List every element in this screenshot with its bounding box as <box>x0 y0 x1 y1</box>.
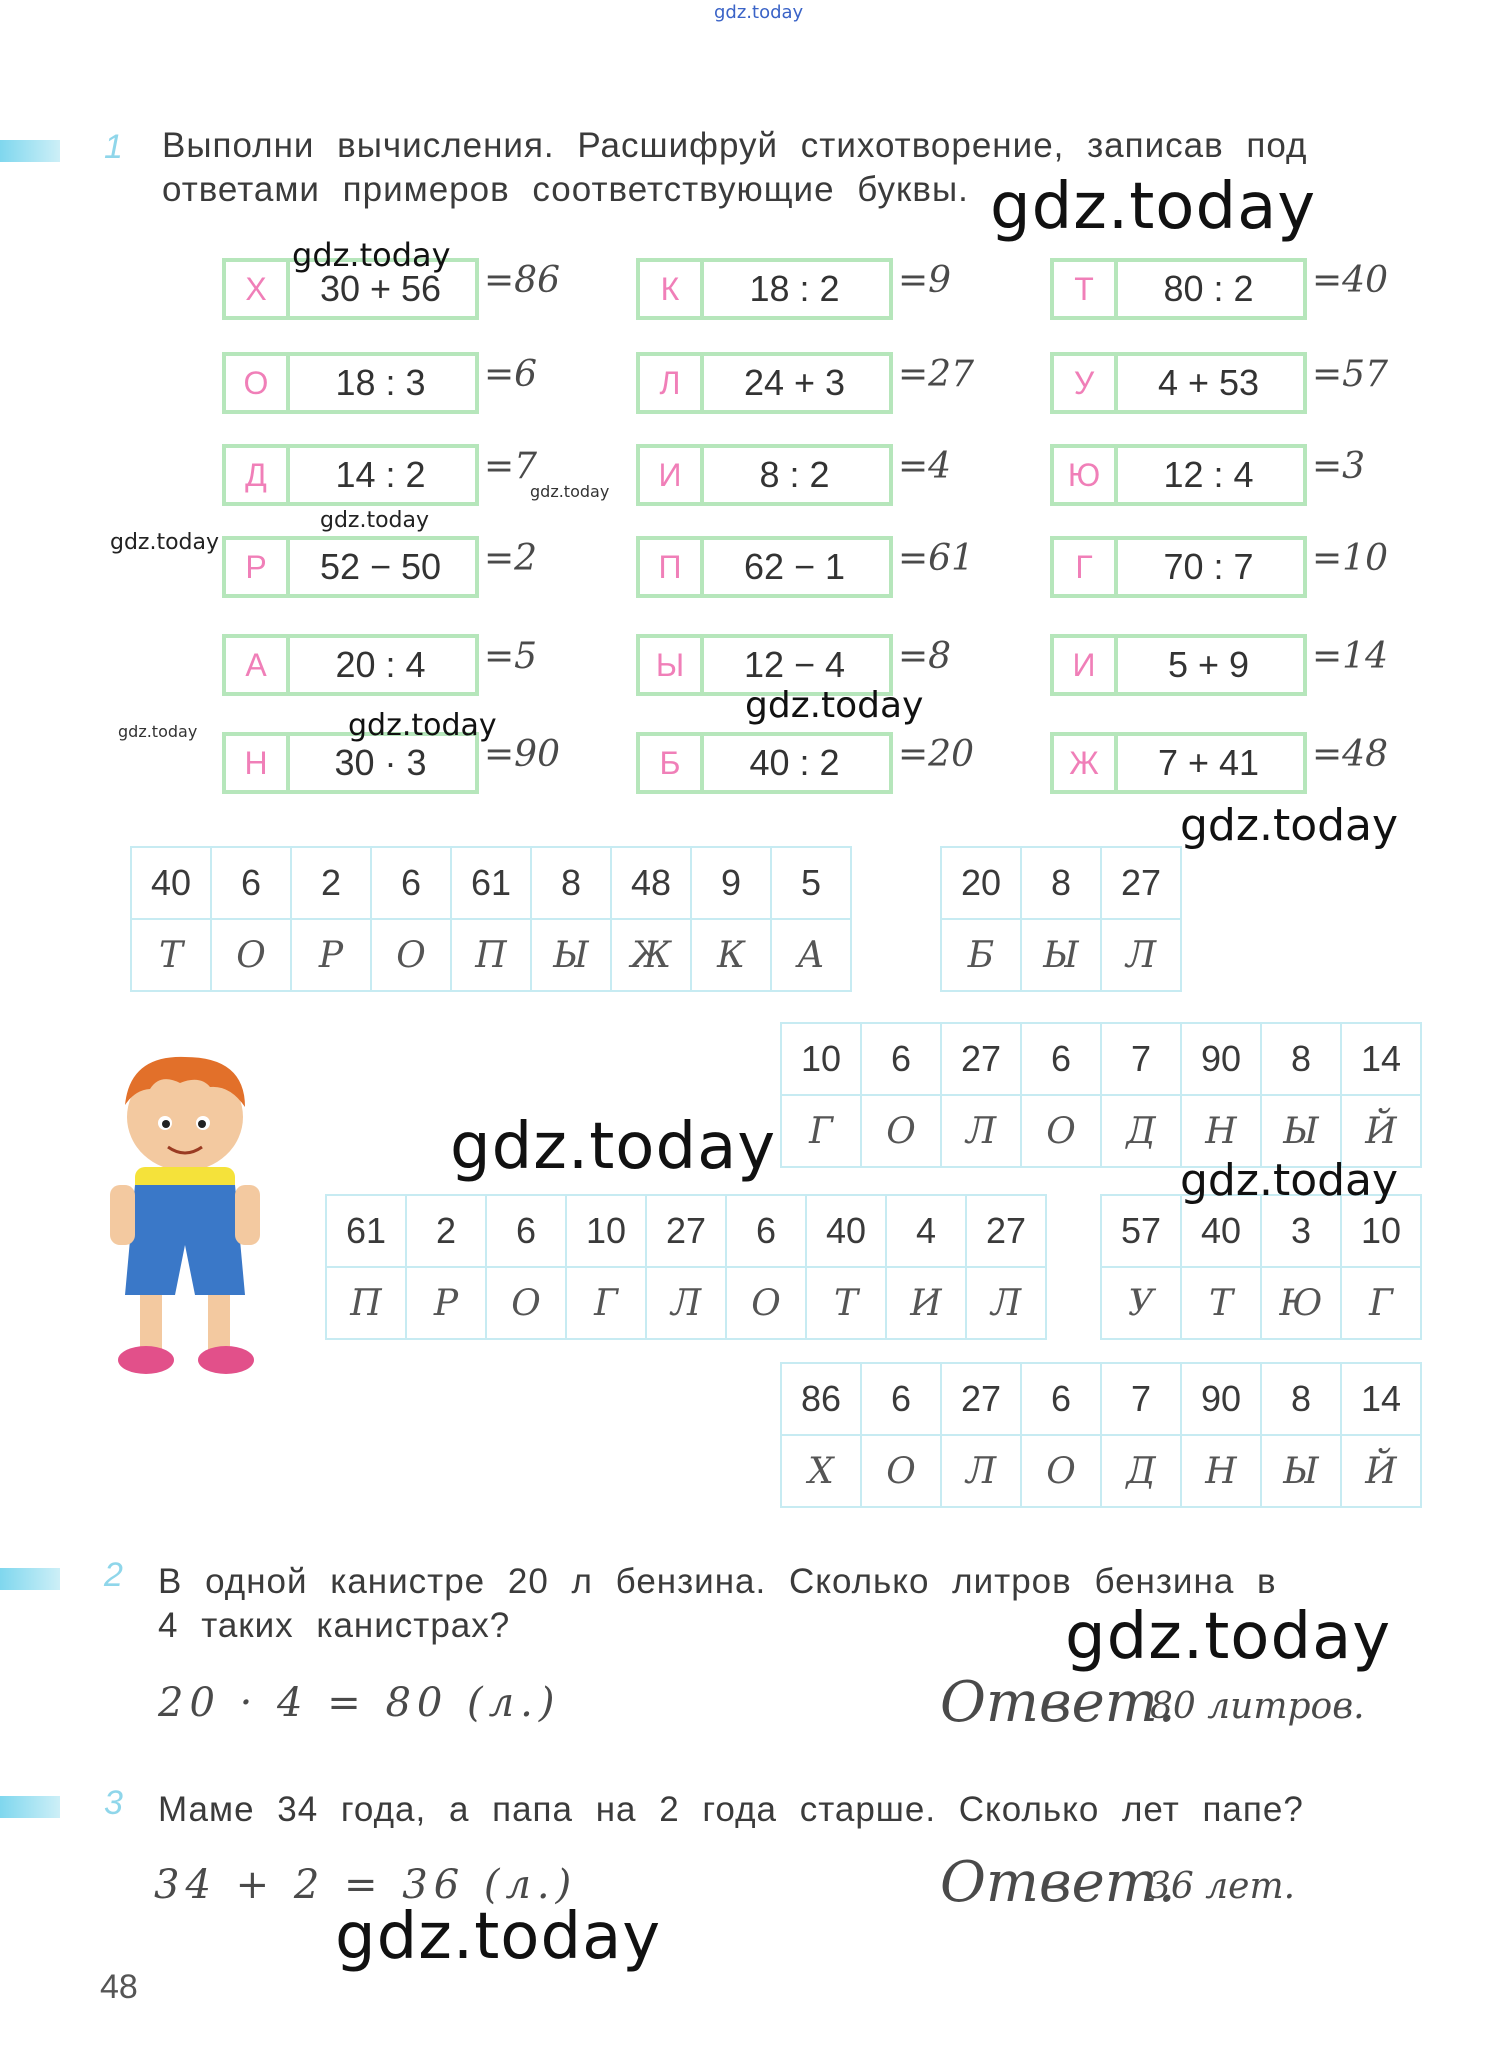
grid-letter-cell: И <box>886 1267 966 1339</box>
example-card <box>636 732 893 794</box>
card-answer: =40 <box>1312 260 1388 301</box>
watermark: gdz.today <box>118 722 198 741</box>
task-3-text: Маме 34 года, а папа на 2 года старше. Сколько лет папе? <box>158 1790 1304 1829</box>
grid-number-cell: 7 <box>1101 1023 1181 1095</box>
watermark: gdz.today <box>110 530 220 555</box>
grid-number-cell: 61 <box>326 1195 406 1267</box>
task-3-solution: 34 + 2 = 36 (л.) <box>154 1862 578 1908</box>
grid-number-cell: 8 <box>1261 1363 1341 1435</box>
card-letter: Г <box>1054 540 1118 594</box>
grid-letter-cell: Г <box>566 1267 646 1339</box>
card-expression: 12 − 4 <box>743 644 846 685</box>
example-card <box>1050 352 1307 414</box>
card-letter: Ю <box>1054 448 1118 502</box>
task-2-marker <box>0 1568 60 1590</box>
grid-number-cell: 27 <box>1101 847 1181 919</box>
cipher-grid-3 <box>780 1022 1422 1168</box>
card-letter: Л <box>640 356 704 410</box>
task-3-answer-text: 36 лет. <box>1148 1866 1296 1907</box>
cipher-grid-1 <box>130 846 852 992</box>
grid-number-cell: 3 <box>1261 1195 1341 1267</box>
grid-number-cell: 8 <box>1261 1023 1341 1095</box>
card-letter: У <box>1054 356 1118 410</box>
grid-letter-cell: Х <box>781 1435 861 1507</box>
grid-number-cell: 10 <box>566 1195 646 1267</box>
task-2-solution: 20 · 4 = 80 (л.) <box>158 1680 561 1726</box>
grid-letter-cell: Ж <box>611 919 691 991</box>
task-3-answer-label: Ответ. <box>940 1850 1176 1915</box>
card-expression: 8 : 2 <box>759 454 830 495</box>
card-answer: =6 <box>484 354 538 395</box>
grid-letter-cell: О <box>1021 1095 1101 1167</box>
grid-number-cell: 5 <box>771 847 851 919</box>
grid-letter-cell: О <box>371 919 451 991</box>
watermark: gdz.today <box>990 170 1317 244</box>
grid-letter-cell: Б <box>941 919 1021 991</box>
grid-letter-cell: Л <box>941 1435 1021 1507</box>
card-letter: Д <box>226 448 290 502</box>
grid-1-letters <box>131 919 851 991</box>
card-expression: 18 : 2 <box>749 268 840 309</box>
example-card <box>636 352 893 414</box>
grid-letter-cell: Л <box>966 1267 1046 1339</box>
grid-number-cell: 8 <box>1021 847 1101 919</box>
card-letter: Ы <box>640 638 704 692</box>
card-letter: П <box>640 540 704 594</box>
card-expression: 4 + 53 <box>1157 362 1260 403</box>
grid-number-cell: 20 <box>941 847 1021 919</box>
grid-number-cell: 86 <box>781 1363 861 1435</box>
card-answer: =27 <box>898 354 974 395</box>
grid-4-numbers <box>326 1195 1046 1267</box>
grid-number-cell: 48 <box>611 847 691 919</box>
grid-letter-cell: О <box>1021 1435 1101 1507</box>
grid-number-cell: 8 <box>531 847 611 919</box>
page-number: 48 <box>100 1968 138 2006</box>
boy-illustration <box>80 1045 290 1385</box>
header-watermark: gdz.today <box>714 2 804 23</box>
task-3-marker <box>0 1796 60 1818</box>
card-expression: 20 : 4 <box>335 644 426 685</box>
task-1-number: 1 <box>104 128 123 166</box>
task-3-number: 3 <box>104 1784 123 1822</box>
card-expression: 40 : 2 <box>749 742 840 783</box>
task-2-answer-text: 80 литров. <box>1150 1686 1365 1727</box>
example-card <box>1050 536 1307 598</box>
task-2-answer-label: Ответ. <box>940 1670 1176 1735</box>
grid-number-cell: 2 <box>291 847 371 919</box>
grid-number-cell: 14 <box>1341 1023 1421 1095</box>
grid-4-letters <box>326 1267 1046 1339</box>
card-letter: Х <box>226 262 290 316</box>
grid-letter-cell: О <box>861 1435 941 1507</box>
cipher-grid-4 <box>325 1194 1047 1340</box>
grid-2-letters <box>941 919 1181 991</box>
watermark: gdz.today <box>530 482 610 501</box>
card-answer: =48 <box>1312 734 1388 775</box>
card-letter: Б <box>640 736 704 790</box>
watermark: gdz.today <box>335 1900 662 1974</box>
grid-number-cell: 27 <box>941 1023 1021 1095</box>
card-letter: К <box>640 262 704 316</box>
card-answer: =20 <box>898 734 974 775</box>
card-answer: =7 <box>484 446 538 487</box>
grid-number-cell: 10 <box>781 1023 861 1095</box>
card-answer: =14 <box>1312 636 1388 677</box>
card-expression: 62 − 1 <box>743 546 846 587</box>
grid-number-cell: 57 <box>1101 1195 1181 1267</box>
grid-letter-cell: Ю <box>1261 1267 1341 1339</box>
card-letter: О <box>226 356 290 410</box>
card-expression: 14 : 2 <box>335 454 426 495</box>
card-answer: =57 <box>1312 354 1388 395</box>
grid-letter-cell: О <box>861 1095 941 1167</box>
example-card <box>636 258 893 320</box>
grid-letter-cell: Т <box>1181 1267 1261 1339</box>
grid-2-numbers <box>941 847 1181 919</box>
card-answer: =10 <box>1312 538 1388 579</box>
grid-number-cell: 6 <box>211 847 291 919</box>
grid-letter-cell: Д <box>1101 1095 1181 1167</box>
grid-letter-cell: Л <box>1101 919 1181 991</box>
grid-letter-cell: Й <box>1341 1435 1421 1507</box>
example-card <box>636 536 893 598</box>
watermark: gdz.today <box>292 236 451 274</box>
card-expression: 52 − 50 <box>319 546 442 587</box>
grid-number-cell: 6 <box>861 1023 941 1095</box>
grid-letter-cell: П <box>451 919 531 991</box>
cipher-grid-5 <box>1100 1194 1422 1340</box>
grid-5-letters <box>1101 1267 1421 1339</box>
grid-letter-cell: Л <box>646 1267 726 1339</box>
card-letter: Н <box>226 736 290 790</box>
grid-number-cell: 14 <box>1341 1363 1421 1435</box>
grid-letter-cell: Ы <box>531 919 611 991</box>
grid-letter-cell: О <box>486 1267 566 1339</box>
card-answer: =2 <box>484 538 538 579</box>
grid-number-cell: 9 <box>691 847 771 919</box>
grid-letter-cell: П <box>326 1267 406 1339</box>
example-card <box>222 634 479 696</box>
card-expression: 5 + 9 <box>1167 644 1250 685</box>
grid-number-cell: 6 <box>486 1195 566 1267</box>
watermark: gdz.today <box>745 685 924 726</box>
card-answer: =5 <box>484 636 538 677</box>
grid-number-cell: 6 <box>1021 1023 1101 1095</box>
grid-letter-cell: Н <box>1181 1435 1261 1507</box>
card-letter: И <box>640 448 704 502</box>
example-card <box>222 536 479 598</box>
card-answer: =3 <box>1312 446 1366 487</box>
card-letter: И <box>1054 638 1118 692</box>
grid-number-cell: 6 <box>1021 1363 1101 1435</box>
example-card <box>1050 258 1307 320</box>
card-expression: 12 : 4 <box>1163 454 1254 495</box>
watermark: gdz.today <box>1180 1155 1399 1206</box>
grid-number-cell: 40 <box>131 847 211 919</box>
task-2-number: 2 <box>104 1556 123 1594</box>
grid-number-cell: 27 <box>646 1195 726 1267</box>
card-expression: 24 + 3 <box>743 362 846 403</box>
card-letter: Ж <box>1054 736 1118 790</box>
grid-6-letters <box>781 1435 1421 1507</box>
card-answer: =4 <box>898 446 952 487</box>
card-answer: =61 <box>898 538 974 579</box>
grid-letter-cell: Л <box>941 1095 1021 1167</box>
grid-number-cell: 90 <box>1181 1363 1261 1435</box>
grid-letter-cell: Т <box>806 1267 886 1339</box>
watermark: gdz.today <box>1065 1600 1392 1674</box>
watermark: gdz.today <box>450 1110 777 1184</box>
grid-6-numbers <box>781 1363 1421 1435</box>
grid-number-cell: 10 <box>1341 1195 1421 1267</box>
grid-letter-cell: О <box>726 1267 806 1339</box>
card-expression: 7 + 41 <box>1157 742 1260 783</box>
grid-number-cell: 6 <box>726 1195 806 1267</box>
grid-letter-cell: Р <box>291 919 371 991</box>
grid-letter-cell: Ы <box>1261 1435 1341 1507</box>
grid-number-cell: 40 <box>806 1195 886 1267</box>
watermark: gdz.today <box>320 508 430 533</box>
watermark: gdz.today <box>1180 800 1399 851</box>
card-letter: Р <box>226 540 290 594</box>
grid-3-numbers <box>781 1023 1421 1095</box>
task-1-line-2: ответами примеров соответствующие буквы. <box>162 170 969 209</box>
grid-letter-cell: Д <box>1101 1435 1181 1507</box>
grid-number-cell: 6 <box>371 847 451 919</box>
example-card <box>222 444 479 506</box>
grid-letter-cell: У <box>1101 1267 1181 1339</box>
card-letter: Т <box>1054 262 1118 316</box>
grid-letter-cell: Й <box>1341 1095 1421 1167</box>
cipher-grid-2 <box>940 846 1182 992</box>
card-letter: А <box>226 638 290 692</box>
watermark: gdz.today <box>348 708 497 743</box>
cipher-grid-6 <box>780 1362 1422 1508</box>
grid-letter-cell: О <box>211 919 291 991</box>
task-1-line-1: Выполни вычисления. Расшифруй стихотворение, записав под <box>162 126 1308 165</box>
card-expression: 30 + 56 <box>319 268 442 309</box>
grid-number-cell: 4 <box>886 1195 966 1267</box>
example-card <box>1050 634 1307 696</box>
task-1-marker <box>0 140 60 162</box>
card-answer: =8 <box>898 636 952 677</box>
grid-letter-cell: К <box>691 919 771 991</box>
grid-number-cell: 61 <box>451 847 531 919</box>
example-card <box>222 352 479 414</box>
card-expression: 70 : 7 <box>1163 546 1254 587</box>
card-answer: =90 <box>484 734 560 775</box>
example-card <box>1050 732 1307 794</box>
grid-letter-cell: Н <box>1181 1095 1261 1167</box>
grid-letter-cell: Ы <box>1021 919 1101 991</box>
card-expression: 30 · 3 <box>334 742 427 783</box>
card-answer: =9 <box>898 260 952 301</box>
task-2-line-2: 4 таких канистрах? <box>158 1606 511 1645</box>
grid-number-cell: 27 <box>941 1363 1021 1435</box>
task-2-line-1: В одной канистре 20 л бензина. Сколько литров бензина в <box>158 1562 1277 1601</box>
grid-letter-cell: А <box>771 919 851 991</box>
card-expression: 18 : 3 <box>335 362 426 403</box>
grid-1-numbers <box>131 847 851 919</box>
example-card <box>1050 444 1307 506</box>
grid-number-cell: 90 <box>1181 1023 1261 1095</box>
grid-letter-cell: Г <box>781 1095 861 1167</box>
grid-number-cell: 27 <box>966 1195 1046 1267</box>
grid-letter-cell: Г <box>1341 1267 1421 1339</box>
grid-number-cell: 2 <box>406 1195 486 1267</box>
example-card <box>636 444 893 506</box>
grid-number-cell: 6 <box>861 1363 941 1435</box>
grid-letter-cell: Ы <box>1261 1095 1341 1167</box>
grid-number-cell: 40 <box>1181 1195 1261 1267</box>
grid-number-cell: 7 <box>1101 1363 1181 1435</box>
card-answer: =86 <box>484 260 560 301</box>
card-expression: 80 : 2 <box>1163 268 1254 309</box>
grid-letter-cell: Т <box>131 919 211 991</box>
grid-letter-cell: Р <box>406 1267 486 1339</box>
